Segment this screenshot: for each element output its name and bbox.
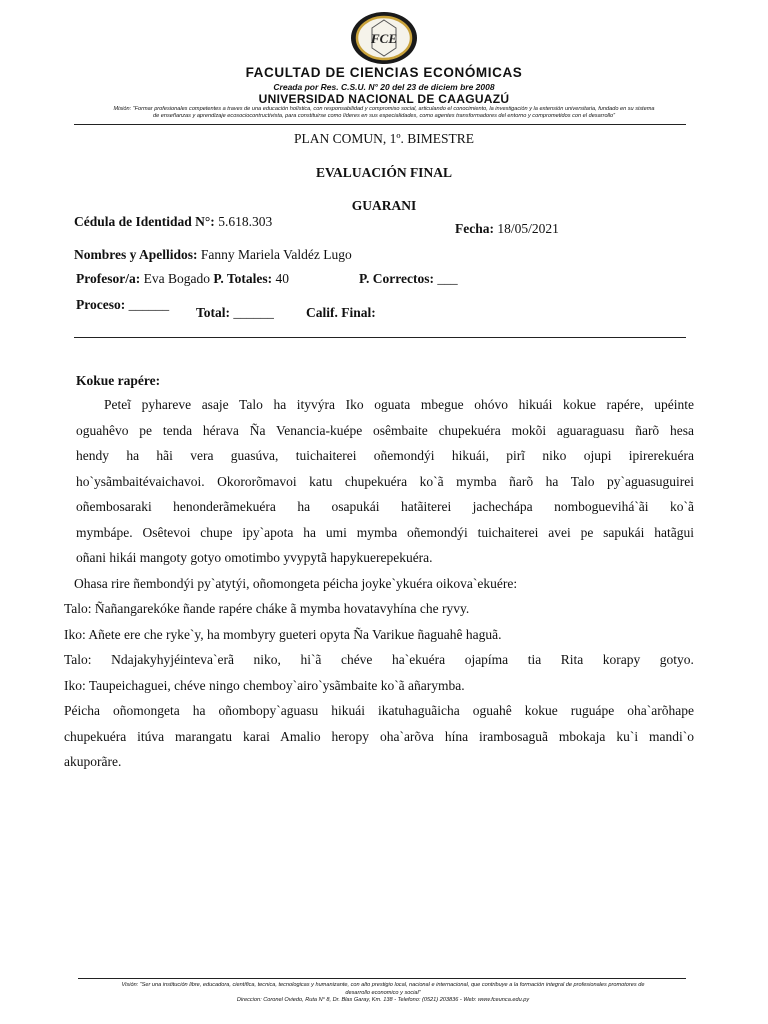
profesor-label: Profesor/a: — [76, 271, 141, 286]
word: hi`ã — [300, 652, 322, 667]
plan-heading: PLAN COMUN, 1º. BIMESTRE — [293, 131, 475, 146]
p3-line: chupekuéra itúva marangatu karai Amalio heropy oha`arõva hína irambosaguã mbokaja ku`i mandi`o — [64, 728, 694, 744]
faculty-logo — [349, 10, 419, 66]
university-name: UNIVERSIDAD NACIONAL DE CAAGUAZÚ — [258, 92, 510, 106]
fecha-label: Fecha: — [455, 221, 494, 236]
p2-line: Ohasa rire ñembondýi py`atytýi, oñomongeta péicha joyke`ykuéra oikova`ekuére: — [74, 575, 518, 591]
pcorrectos-label: P. Correctos: — [359, 271, 434, 286]
creation-resolution: Creada por Res. C.S.U. N° 20 del 23 de diciem bre 2008 — [273, 82, 495, 92]
fecha-field — [455, 221, 559, 237]
cedula-value: 5.618.303 — [218, 214, 273, 229]
word: Rita — [560, 652, 584, 667]
calif-label: Calif. Final: — [306, 305, 376, 320]
proceso-field — [76, 297, 169, 313]
nombres-value: Fanny Mariela Valdéz Lugo — [200, 247, 352, 262]
p1-line: oñani hikái mangoty gotyo omotimbo yvypytã hapykuerepekuéra. — [76, 550, 433, 565]
vision-statement — [80, 982, 686, 1005]
exam-title: EVALUACIÓN FINAL — [316, 165, 452, 180]
p1-line: Peteĩ pyhareve asaje Talo ha ityvýra Iko oguata mbegue ohóvo hikuái kokue rapére, upéinte — [104, 397, 694, 412]
proceso-label: Proceso: — [76, 297, 126, 312]
p1-line: hendy ha hãi vera guasúva, tuichaiterei oñemondýi hikuái, pirĩ niko ojupi ipirerekuéra — [76, 448, 694, 463]
p1-line: ho`ysãmbaitévaichavoi. Okororõmavoi katu chupekuéra ko`ã mymba ñarõ ha Talo py`aguasuguirei — [76, 473, 694, 489]
section-title: Kokue rapére: — [76, 373, 161, 388]
profesor-field — [76, 271, 289, 287]
total-value: ______ — [233, 305, 274, 320]
p3-line: akuporãre. — [64, 754, 122, 769]
address-line: Direccion: Coronel Oviedo, Ruta N° 8, Dr. Blas Garay, Km. 138 - Telefono: (0521) 203836 - Web: www.fceunca.edu.py — [236, 997, 530, 1003]
word: niko, — [253, 652, 281, 667]
faculty-title: FACULTAD DE CIENCIAS ECONÓMICAS — [245, 65, 523, 80]
mission-line-1: Misión: “Formar profesionales competentes a traves de una educación holística, con responsabilidad y compromiso social, articulando el conocimiento, la investigación y la extensión universitaria, fundado en su sistema — [113, 106, 655, 112]
ptotales-label: P. Totales: — [213, 271, 273, 286]
dialogue-iko-2: Iko: Taupeichaguei, chéve ningo chemboy`airo`ysãmbaite ko`ã añarymba. — [64, 677, 465, 693]
nombres-label: Nombres y Apellidos: — [74, 247, 198, 262]
word: tia — [527, 652, 542, 667]
ptotales-value: 40 — [275, 271, 290, 286]
pcorrectos-field — [359, 271, 458, 287]
fecha-value: 18/05/2021 — [497, 221, 559, 236]
fields-divider — [74, 337, 686, 338]
p1-line: oñembosaraki henonderãmekuéra ha osapukái hatãiterei jachechápa nomboguevihá`ãi ko`ã — [76, 499, 694, 514]
p1-line: oguahêvo pe tenda hérava Ña Venancia-kuépe osêmbaite chupekuéra mokõi aguaraguasu ñarõ hesa — [76, 422, 694, 438]
profesor-value: Eva Bogado — [143, 271, 210, 286]
p3-line: Péicha oñomongeta ha oñombopy`aguasu hikuái ikatuhaguãicha oguahê kokue ruguápe oha`arõhape — [64, 703, 694, 718]
header-divider — [74, 124, 686, 125]
word: gotyo. — [659, 652, 694, 667]
calif-field — [306, 305, 376, 321]
total-label: Total: — [196, 305, 231, 320]
word: chéve — [340, 652, 373, 667]
footer-divider — [78, 978, 686, 979]
cedula-label: Cédula de Identidad N°: — [74, 214, 215, 229]
p1-line: mymbápe. Osêtevoi chupe ipy`apota ha umi mymba oñemondýi tuichaiterei avei pe sapukái hatãgui — [76, 524, 694, 540]
word: korapy — [602, 652, 641, 667]
dialogue-iko-1: Iko: Añete ere che ryke`y, ha mombyry gueteri opyta Ña Varikue ñaguahê haguã. — [64, 626, 502, 642]
vision-line-2: desarrollo economico y social” — [345, 989, 421, 996]
word: Talo: — [64, 652, 92, 667]
exam-subject: GUARANI — [351, 198, 417, 213]
cedula-field — [74, 214, 272, 230]
nombres-field — [74, 247, 352, 263]
mission-statement — [76, 106, 692, 120]
mission-line-2: de enseñanzas y aprendizaje ecosociocontructivista, para constituirse como líderes en sus especialidades, como agentes transformadores del entorno y comprometidos con el desarrollo” — [152, 113, 616, 119]
logo-text: FCE — [370, 31, 398, 46]
vision-line-1: Visión: “Ser una institución libre, educadora, científica, tecnica, tecnologicas y humanizante, con alto prestigio local, nacional e internacional, que contribuye a la formación integral de profesionales promotores de — [121, 982, 645, 988]
word: ha`ekuéra — [391, 652, 446, 667]
dialogue-talo-1: Talo: Ñañangarekóke ñande rapére cháke ã mymba hovatavyhína che ryvy. — [64, 601, 470, 616]
proceso-value: ______ — [128, 297, 170, 312]
story-body — [0, 392, 768, 792]
dialogue-talo-2 — [64, 647, 694, 673]
word: Ndajakyhyjéinteva`erã — [111, 652, 235, 667]
pcorrectos-value: ___ — [437, 271, 458, 286]
word: ojapíma — [464, 652, 509, 667]
total-field — [196, 305, 274, 321]
